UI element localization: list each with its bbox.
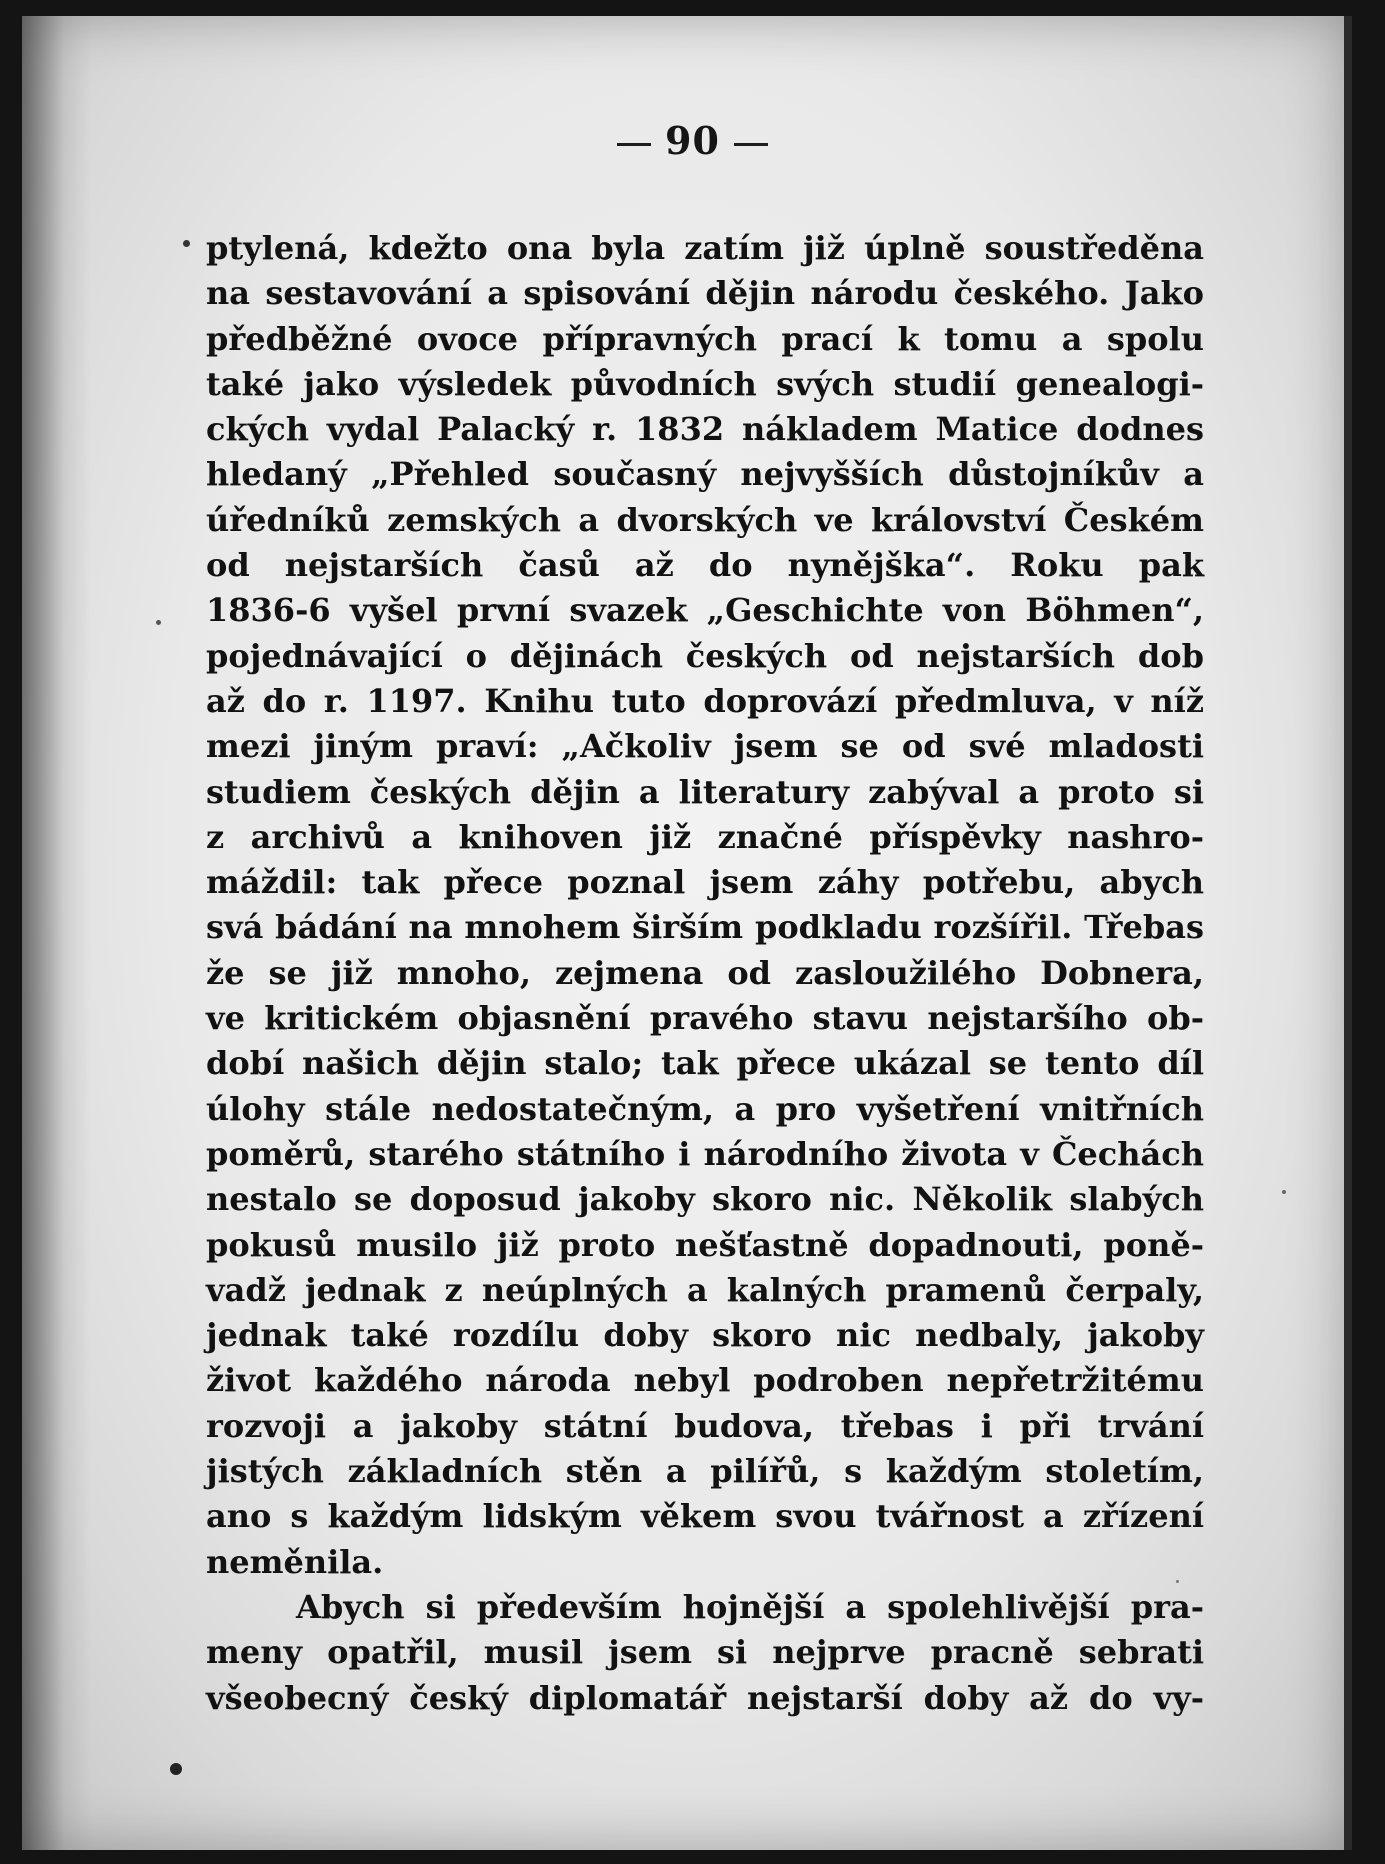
- text-line: vadž jednak z neúplných a kalných pramenů čerpaly,: [206, 1270, 1204, 1309]
- scan-speck: [170, 1763, 182, 1775]
- text-line: rozvoji a jakoby státní budova, třebas i při trvání: [206, 1406, 1204, 1445]
- text-line: mezi jiným praví: „Ačkoliv jsem se od své mladosti: [206, 727, 1204, 766]
- text-line: pojednávající o dějinách českých od nejstarších dob: [206, 636, 1204, 675]
- text-line: studiem českých dějin a literatury zabýval a proto si: [206, 772, 1204, 811]
- text-line: předběžné ovoce přípravných prací k tomu a spolu: [206, 319, 1204, 358]
- text-line: na sestavování a spisování dějin národu českého. Jako: [206, 274, 1204, 313]
- page-number: [0, 118, 1385, 163]
- paragraph-first-line: Abych si především hojnější a spolehlivější pra-: [296, 1587, 1204, 1626]
- text-line: jistých základních stěn a pilířů, s každým stoletím,: [206, 1452, 1204, 1491]
- text-line: úlohy stále nedostatečným, a pro vyšetření vnitřních: [206, 1089, 1204, 1128]
- page-number-value: 90: [665, 118, 720, 163]
- text-line: pokusů musilo již proto nešťastně dopadnouti, poně-: [206, 1225, 1204, 1264]
- page-number-left-dash: [617, 143, 651, 146]
- text-line: že se již mnoho, zejmena od zasloužilého Dobnera,: [206, 953, 1204, 992]
- text-line: neměnila.: [206, 1542, 384, 1581]
- text-line: ano s každým lidským věkem svou tvářnost a zřízení: [206, 1497, 1204, 1536]
- scan-speck: [1176, 1580, 1179, 1583]
- body-text: [206, 226, 1204, 1721]
- text-line: všeobecný český diplomatář nejstarší doby až do vy-: [206, 1678, 1204, 1717]
- text-line: hledaný „Přehled současný nejvyšších důstojníkův a: [206, 455, 1204, 494]
- text-line: také jako výsledek původních svých studií genealogi-: [206, 364, 1204, 403]
- text-line: život každého národa nebyl podroben nepřetržitému: [206, 1361, 1204, 1400]
- text-line: až do r. 1197. Knihu tuto doprovází předmluva, v níž: [206, 681, 1204, 720]
- text-line: nestalo se doposud jakoby skoro nic. Několik slabých: [206, 1180, 1204, 1219]
- scan-speck: [1282, 1190, 1286, 1194]
- text-line: poměrů, starého státního i národního života v Čechách: [206, 1134, 1204, 1173]
- text-line: meny opatřil, musil jsem si nejprve pracně sebrati: [206, 1633, 1204, 1672]
- scan-speck: [183, 240, 190, 247]
- text-line: jednak také rozdílu doby skoro nic nedbaly, jakoby: [206, 1316, 1204, 1355]
- text-line: od nejstarších časů až do nynějška“. Roku pak: [206, 546, 1204, 585]
- text-line: z archivů a knihoven již značné příspěvky nashro-: [206, 817, 1204, 856]
- text-line: máždil: tak přece poznal jsem záhy potřebu, abych: [206, 863, 1204, 902]
- text-line: úředníků zemských a dvorských ve království Českém: [206, 500, 1204, 539]
- text-line: svá bádání na mnohem širším podkladu rozšířil. Třebas: [206, 908, 1204, 947]
- binding-shadow: [22, 16, 92, 1850]
- text-line: 1836-6 vyšel první svazek „Geschichte von Böhmen“,: [206, 591, 1204, 630]
- text-line: ptylená, kdežto ona byla zatím již úplně soustředěna: [206, 229, 1204, 267]
- text-line: ve kritickém objasnění pravého stavu nejstaršího ob-: [206, 999, 1204, 1038]
- page-right-edge: [1344, 16, 1352, 1850]
- page-number-right-dash: [734, 143, 768, 146]
- scan-speck: [156, 620, 161, 625]
- text-line: dobí našich dějin stalo; tak přece ukázal se tento díl: [206, 1044, 1204, 1083]
- text-line: ckých vydal Palacký r. 1832 nákladem Matice dodnes: [206, 410, 1204, 449]
